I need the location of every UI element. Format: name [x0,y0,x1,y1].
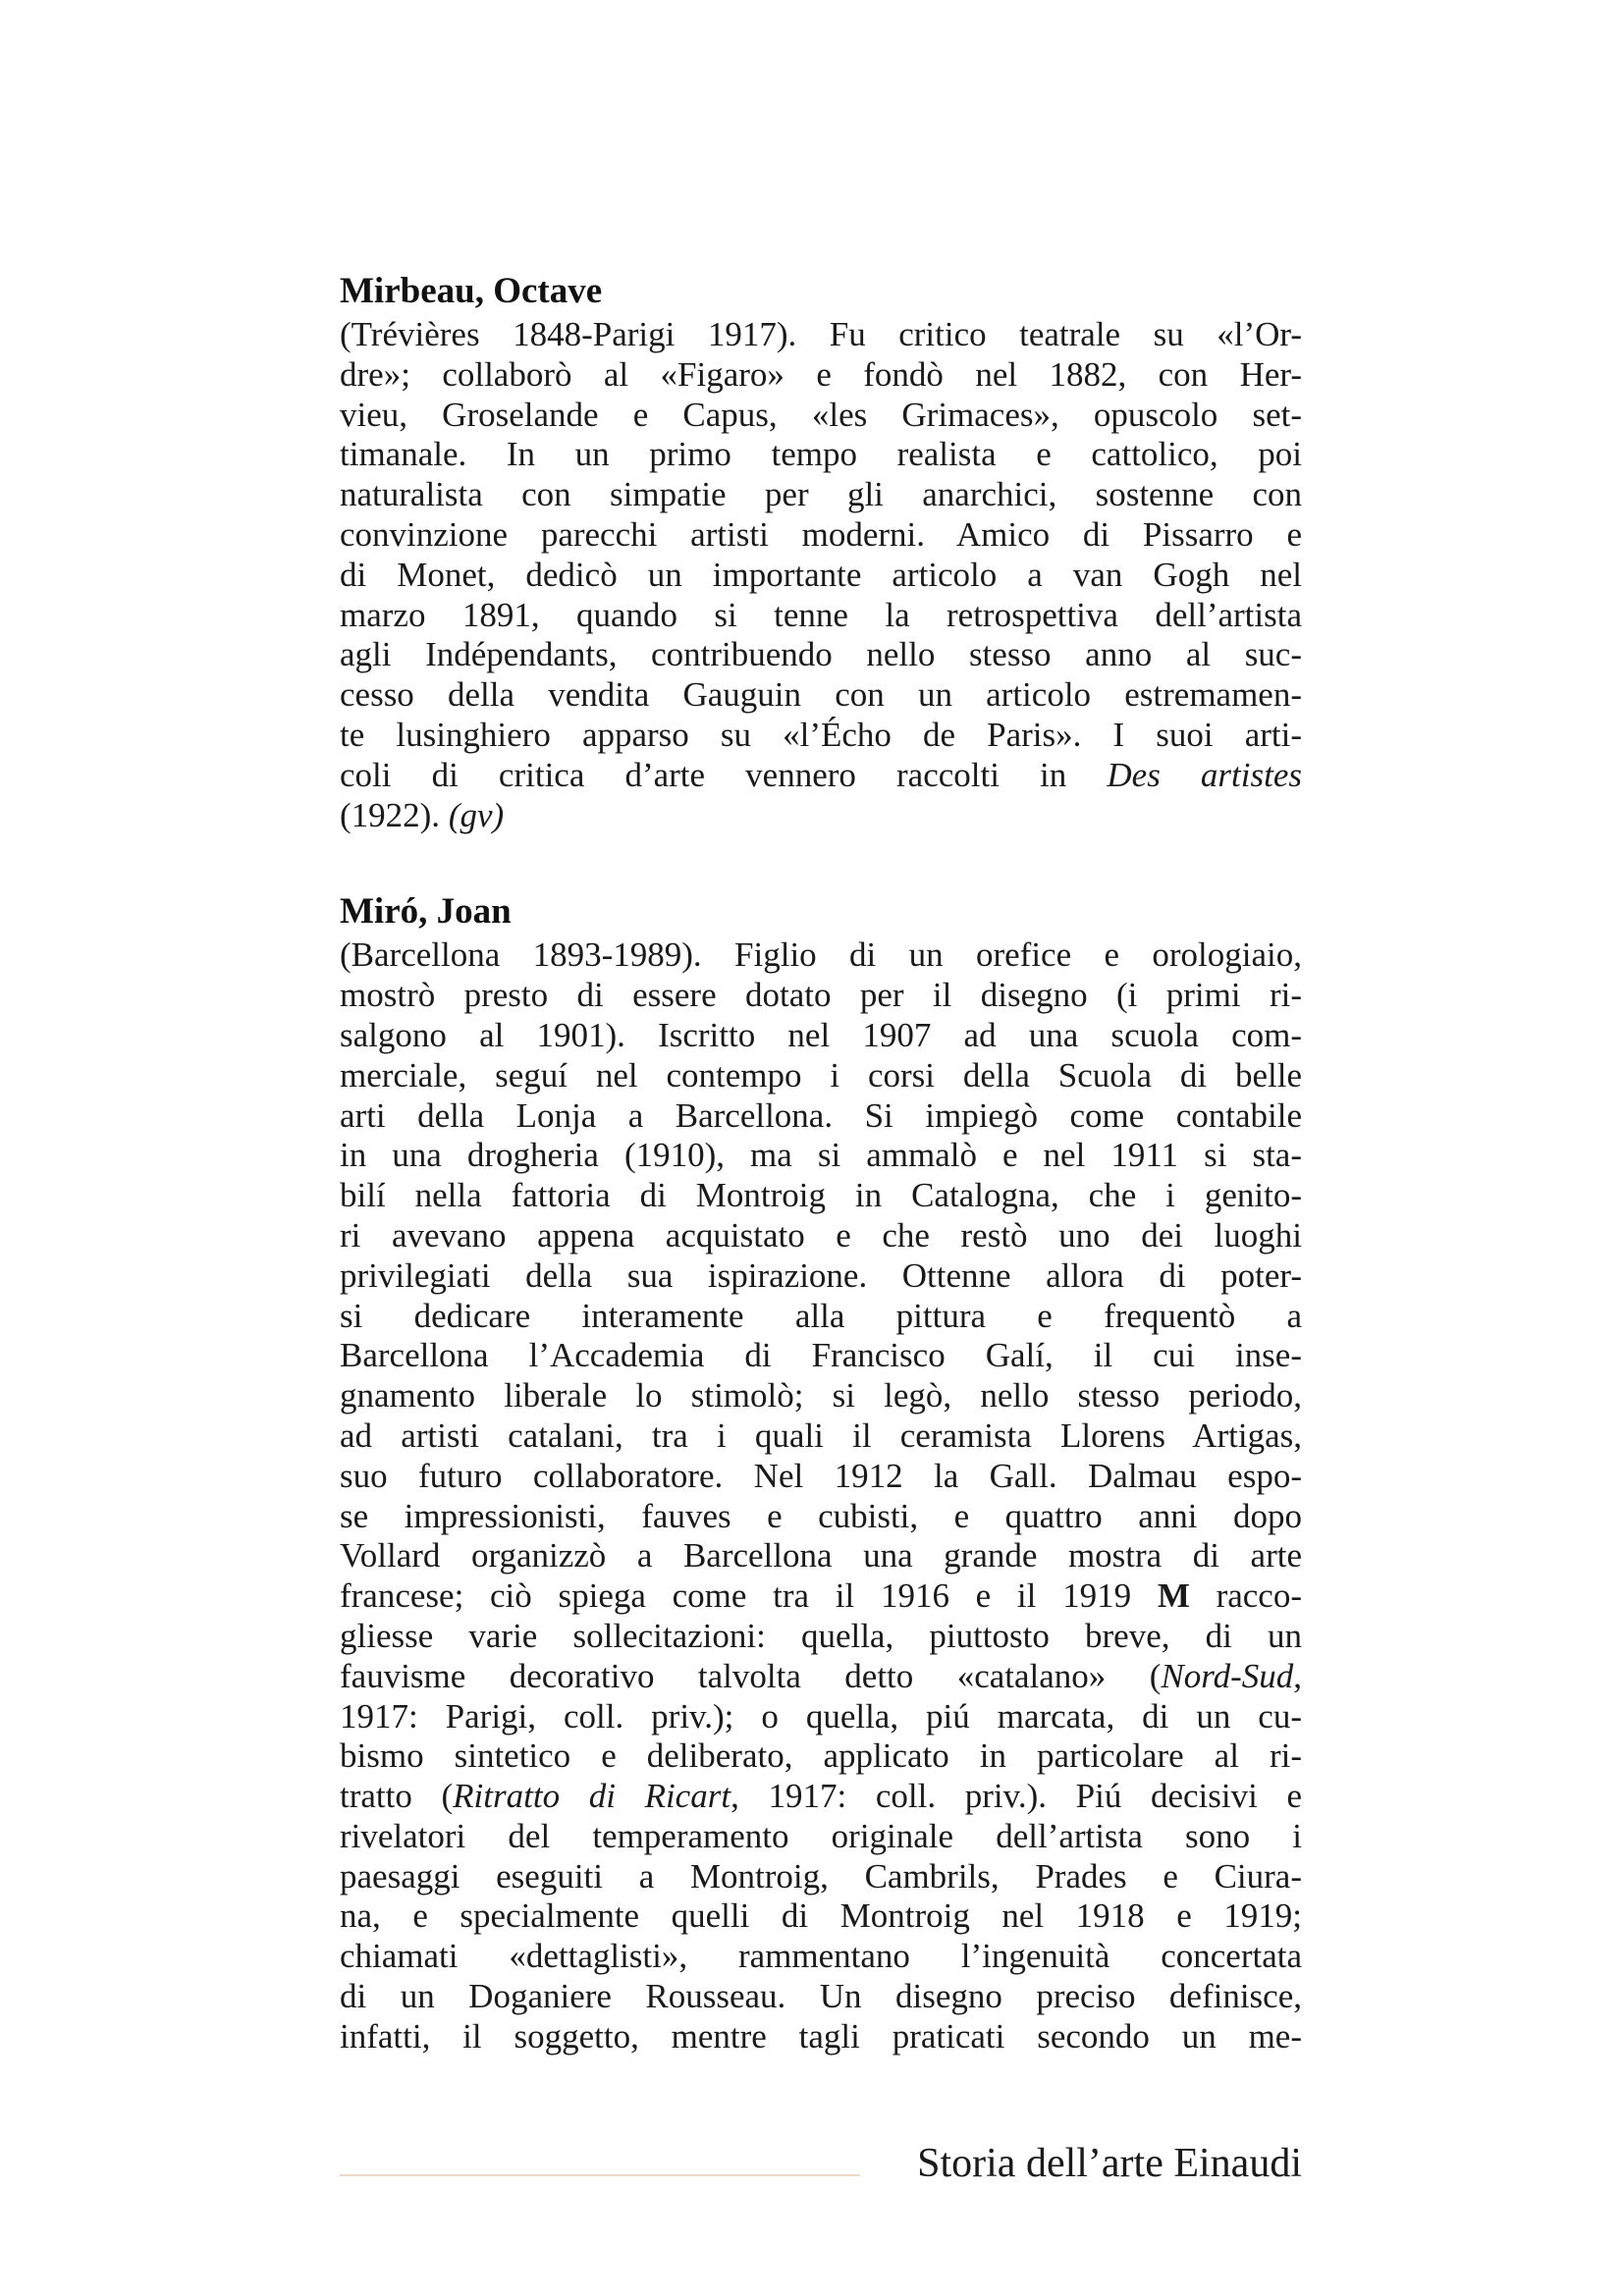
text-line [340,1657,1302,1697]
text-line: marzo 1891, quando si tenne la retrospettiva dell’artista [340,595,1302,634]
text-fragment: coli di critica d’arte vennero raccolti in [340,755,1108,794]
text-line: bismo sintetico e deliberato, applicato in particolare al ri- [340,1736,1302,1776]
entry-heading: Mirbeau, Octave [340,271,603,311]
entry-body [340,935,1302,2056]
page-footer [340,2120,1302,2186]
text-line: (Trévières 1848-Parigi 1917). Fu critico teatrale su «l’Or- [340,315,1302,353]
text-line: in una drogheria (1910), ma si ammalò e nel 1911 si sta- [340,1136,1302,1175]
text-line: di un Doganiere Rousseau. Un disegno preciso definisce, [340,1977,1302,2016]
text-line: naturalista con simpatie per gli anarchici, sostenne con [340,475,1302,514]
text-fragment: , [1293,1656,1302,1695]
text-line [340,796,1302,836]
text-line: Vollard organizzò a Barcellona una grande mostra di arte [340,1536,1302,1575]
text-line: gnamento liberale lo stimolò; si legò, nello stesso periodo, [340,1376,1302,1415]
text-line: ri avevano appena acquistato e che restò uno dei luoghi [340,1215,1302,1255]
text-line: cesso della vendita Gauguin con un articolo estremamen- [340,675,1302,715]
text-line: salgono al 1901). Iscritto nel 1907 ad una scuola com- [340,1015,1302,1054]
text-line: di Monet, dedicò un importante articolo a van Gogh nel [340,555,1302,594]
text-line: chiamati «dettaglisti», rammentano l’ingenuità concertata [340,1937,1302,1976]
text-line: vieu, Groselande e Capus, «les Grimaces», opuscolo set- [340,395,1302,434]
text-line: arti della Lonja a Barcellona. Si impiegò come contabile [340,1095,1302,1135]
footer-title: Storia dell’arte Einaudi [917,2141,1302,2186]
text-line [340,756,1302,796]
text-line: te lusinghiero apparso su «l’Écho de Paris». I suoi arti- [340,715,1302,754]
text-line: bilí nella fattoria di Montroig in Catalogna, che i genito- [340,1176,1302,1215]
text-line: suo futuro collaboratore. Nel 1912 la Gall. Dalmau espo- [340,1456,1302,1495]
author-signature: (gv) [448,795,505,834]
book-title: Des artistes [1107,755,1302,794]
entry-heading: Miró, Joan [340,891,512,933]
text-line: rivelatori del temperamento originale dell’artista sono i [340,1816,1302,1855]
footer-divider [340,2174,860,2176]
text-line: si dedicare interamente alla pittura e frequentò a [340,1296,1302,1335]
text-line: 1917: Parigi, coll. priv.); o quella, piú marcata, di un cu- [340,1696,1302,1735]
text-line: paesaggi eseguiti a Montroig, Cambrils, Prades e Ciura- [340,1856,1302,1896]
text-line: na, e specialmente quelli di Montroig nel 1918 e 1919; [340,1896,1302,1936]
work-title: Ritratto di Ricart [453,1777,731,1816]
work-title: Nord-Sud [1161,1656,1294,1695]
text-line: ad artisti catalani, tra i quali il ceramista Llorens Artigas, [340,1415,1302,1455]
text-line: agli Indépendants, contribuendo nello stesso anno al suc- [340,635,1302,674]
page-content [340,270,1302,2057]
text-line: gliesse varie sollecitazioni: quella, piuttosto breve, di un [340,1616,1302,1655]
text-fragment: francese; ciò spiega come tra il 1916 e il 1919 [340,1576,1158,1616]
entry-body [340,315,1302,835]
text-line: infatti, il soggetto, mentre tagli praticati secondo un me- [340,2016,1302,2056]
text-line: convinzione parecchi artisti moderni. Amico di Pissarro e [340,514,1302,554]
text-line: privilegiati della sua ispirazione. Ottenne allora di poter- [340,1255,1302,1295]
text-line: mostrò presto di essere dotato per il disegno (i primi ri- [340,976,1302,1015]
text-line: se impressionisti, fauves e cubisti, e quattro anni dopo [340,1496,1302,1535]
text-line: Barcellona l’Accademia di Francisco Galí, il cui inse- [340,1336,1302,1375]
text-fragment: , 1917: coll. priv.). Piú decisivi e [730,1777,1302,1816]
text-line [340,1576,1302,1617]
text-fragment: racco- [1189,1576,1302,1616]
text-fragment: tratto ( [340,1777,454,1816]
text-fragment: fauvisme decorativo talvolta detto «catalano» ( [340,1656,1162,1695]
text-line: (Barcellona 1893-1989). Figlio di un orefice e orologiaio, [340,935,1302,975]
text-line: timanale. In un primo tempo realista e cattolico, poi [340,435,1302,474]
entry-mirbeau [340,270,1302,835]
text-line: dre»; collaborò al «Figaro» e fondò nel 1882, con Her- [340,354,1302,394]
bold-initial: M [1157,1576,1190,1616]
text-line: merciale, seguí nel contempo i corsi della Scuola di belle [340,1055,1302,1095]
entry-miro [340,890,1302,2056]
text-line [340,1777,1302,1817]
text-fragment: (1922). [340,795,449,834]
